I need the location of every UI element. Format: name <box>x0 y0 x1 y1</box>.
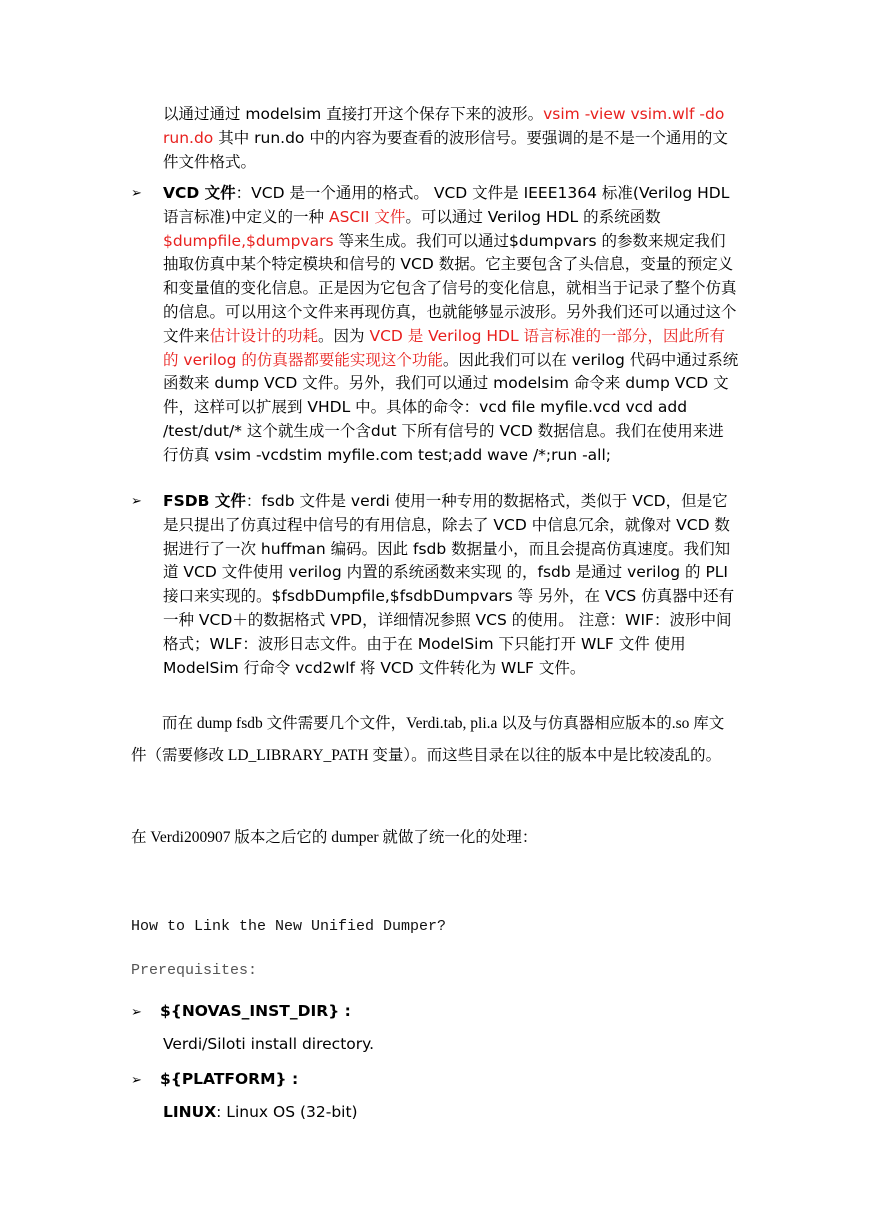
vcd-dumpvars-highlight: $dumpfile,$dumpvars <box>163 231 334 250</box>
vcd-text-4: 。因为 <box>318 326 370 345</box>
vcd-ascii-highlight: ASCII 文件 <box>328 207 406 226</box>
fsdb-heading: FSDB 文件 <box>163 492 246 510</box>
fsdb-text: ：fsdb 文件是 verdi 使用一种专用的数据格式，类似于 VCD，但是它是只提出了仿真过程中信号的有用信息，除去了 VCD 中信息冗余，就像对 VCD 数据进行了一次 huffman 编码。因此 fsdb 数据量小，而且会提高仿真速度。我们知道 VCD 文件使用 verilog 内置的系统函数来实现 的，fsdb 是通过 verilog 的 PLI 接口来实现的。$fsdbDumpfile,$fsdbDumpvars 等 另外，在 VCS 仿真器中还有一种 VCD＋的数据格式 VPD，详细情况参照 VCS 的使用。 注意：WIF：波形中间格式；WLF：波形日志文件。由于在 ModelSim 下只能打开 WLF 文件 使用 ModelSim 行命令 vcd2wlf 将 VCD 文件转化为 WLF 文件。 <box>163 492 735 677</box>
intro-paragraph <box>163 103 739 174</box>
howto-heading: How to Link the New Unified Dumper? <box>131 918 447 935</box>
prerequisites-heading: Prerequisites: <box>131 962 258 979</box>
bullet-icon: ➢ <box>131 186 142 201</box>
bullet-icon: ➢ <box>131 1005 142 1020</box>
bullet-icon: ➢ <box>131 1073 142 1088</box>
dump-fsdb-paragraph <box>131 708 736 772</box>
vcd-text-2: 。可以通过 Verilog HDL 的系统函数 <box>405 207 661 226</box>
novas-inst-dir-desc <box>163 1033 739 1057</box>
vcd-text-5: 。因此我们可以在 verilog 代码中通过系统函数来 dump VCD 文件。另外，我们可以通过 modelsim 命令来 dump VCD 文件，这样可以扩展到 VHDL 中。具体的命令：vcd file myfile.vcd vcd add /test/dut/* 这个就生成一个含dut 下所有信号的 VCD 数据信息。我们在使用来进行仿真 vsim -vcdstim myfile.com test;add wave /*;run -all; <box>163 350 739 464</box>
bullet-icon: ➢ <box>131 494 142 509</box>
vcd-standard-highlight: VCD 是 Verilog HDL 语言标准的一部分，因此所有的 verilog 的仿真器都要能实现这个功能 <box>163 326 726 369</box>
vcd-heading: VCD 文件 <box>163 184 236 202</box>
intro-command: vsim -view vsim.wlf -do run.do <box>163 105 725 147</box>
intro-text-2: 其中 run.do 中的内容为要查看的波形信号。要强调的是不是一个通用的文件文件格式。 <box>163 128 728 171</box>
vcd-power-highlight: 估计设计的功耗 <box>209 326 319 345</box>
vcd-text-1: ：VCD 是一个通用的格式。 VCD 文件是 IEEE1364 标准(Verilog HDL 语言标准)中定义的一种 <box>163 184 730 226</box>
platform-desc-text: : Linux OS (32-bit) <box>216 1103 358 1121</box>
dump-fsdb-text: 而在 dump fsdb 文件需要几个文件，Verdi.tab, pli.a 以及与仿真器相应版本的.so 库文件（需要修改 LD_LIBRARY_PATH 变量）。而这些目录在以往的版本中是比较凌乱的。 <box>131 715 725 764</box>
novas-desc-text: Verdi/Siloti install directory. <box>163 1035 375 1053</box>
novas-inst-dir-heading: ${NOVAS_INST_DIR} : <box>160 1002 351 1020</box>
verdi-text: 在 Verdi200907 版本之后它的 dumper 就做了统一化的处理： <box>131 829 538 846</box>
verdi-paragraph <box>131 822 736 854</box>
platform-desc <box>163 1101 739 1125</box>
platform-desc-bold: LINUX <box>163 1103 217 1121</box>
intro-text-1: 以通过通过 modelsim 直接打开这个保存下来的波形。 <box>163 105 544 123</box>
fsdb-paragraph <box>163 490 739 680</box>
platform-heading: ${PLATFORM} : <box>160 1070 299 1088</box>
vcd-paragraph <box>163 182 739 468</box>
vcd-text-3: 等来生成。我们可以通过$dumpvars 的参数来规定我们抽取仿真中某个特定模块和信号的 VCD 数据。它主要包含了头信息，变量的预定义和变量值的变化信息。正是因为它包含了信号的变化信息，就相当于记录了整个仿真的信息。可以用这个文件来再现仿真，也就能够显示波形。另外我们还可以通过这个文件来 <box>163 231 737 345</box>
